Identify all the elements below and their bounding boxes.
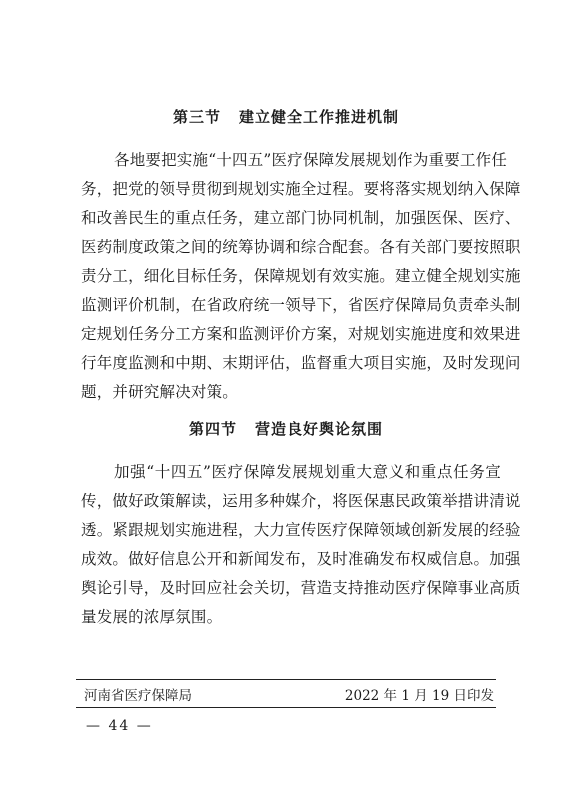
section-3-number: 第三节: [172, 108, 221, 126]
section-4-number: 第四节: [188, 420, 237, 438]
section-4-heading: [0, 418, 572, 439]
section-4-title: 营造良好舆论氛围: [255, 420, 384, 438]
paragraph-line: 透。紧跟规划实施进程，大力宣传医疗保障领域创新发展的经验: [81, 521, 521, 539]
paragraph-line: 和改善民生的重点任务，建立部门协同机制，加强医保、医疗、: [81, 209, 521, 227]
section-3-paragraph: [81, 146, 521, 407]
paragraph-line: 定规划任务分工方案和监测评价方案，对规划实施进度和效果进: [81, 325, 521, 343]
paragraph-line: 加强“十四五”医疗保障发展规划重大意义和重点任务宣: [114, 463, 501, 481]
paragraph-line: 各地要把实施“十四五”医疗保障发展规划作为重要工作任: [114, 151, 508, 169]
paragraph-line: 行年度监测和中期、末期评估，监督重大项目实施，及时发现问: [81, 354, 521, 372]
section-3-heading: [0, 106, 572, 127]
paragraph-line: 传，做好政策解读，运用多种媒介，将医保惠民政策举措讲清说: [81, 492, 521, 510]
footer-date: 2022 年 1 月 19 日印发: [344, 688, 494, 704]
footer-top-rule: [76, 679, 496, 680]
paragraph-line: 责分工，细化目标任务，保障规划有效实施。建立健全规划实施: [81, 267, 521, 285]
paragraph-line: 务，把党的领导贯彻到规划实施全过程。要将落实规划纳入保障: [81, 180, 521, 198]
section-3-title: 建立健全工作推进机制: [239, 108, 400, 126]
paragraph-line: 医药制度政策之间的统筹协调和综合配套。各有关部门要按照职: [81, 238, 521, 256]
page-number: — 44 —: [86, 718, 153, 734]
paragraph-line: 监测评价机制，在省政府统一领导下，省医疗保障局负责牵头制: [81, 296, 521, 314]
footer-bottom-rule: [76, 707, 496, 708]
footer-issuer: 河南省医疗保障局: [84, 688, 192, 704]
paragraph-line: 量发展的浓厚氛围。: [81, 608, 223, 626]
paragraph-line: 舆论引导，及时回应社会关切，营造支持推动医疗保障事业高质: [81, 579, 521, 597]
section-4-paragraph: [81, 458, 521, 632]
paragraph-line: 题，并研究解决对策。: [81, 383, 239, 401]
paragraph-line: 成效。做好信息公开和新闻发布，及时准确发布权威信息。加强: [81, 550, 521, 568]
